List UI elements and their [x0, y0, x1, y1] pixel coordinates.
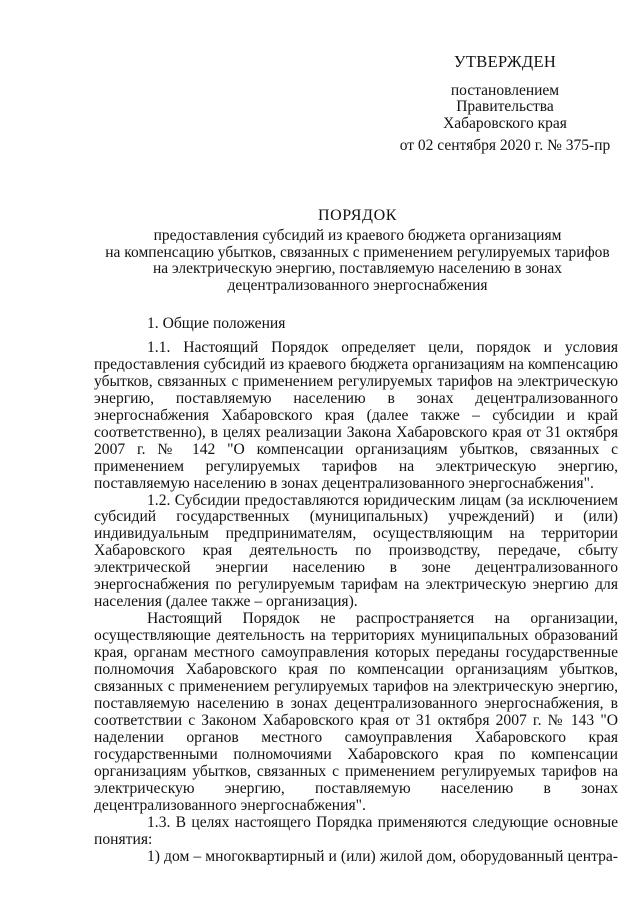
document-body: [94, 316, 618, 866]
paragraph-exclusion: Настоящий Порядок не распространяется на организации, осуществляющие деятельность на территориях муниципальных образований края, органам местного самоуправления которых переданы государственные полномочия Хабаровского края по компенсации организациям убытков, связанных с применением регулируемых тарифов на электрическую энергию, поставляемую населению в зонах децентрализованного энергоснабжения, в соответствии с Законом Хабаровского края от 31 октября 2007 г. № 143 "О наделении органов местного самоуправления Хабаровского края государственными полномочиями Хабаровского края по компенсации организациям убытков, связанных с применением регулируемых тарифов на электрическую энергию, поставляемую населению в зонах децентрализованного энергоснабжения".: [94, 610, 618, 814]
document-title: ПОРЯДОК: [317, 207, 397, 224]
section-heading: 1. Общие положения: [147, 315, 286, 332]
subtitle-line: децентрализованного энергоснабжения: [227, 276, 488, 294]
approval-line: Правительства: [456, 98, 554, 115]
paragraph-1-1: 1.1. Настоящий Порядок определяет цели, порядок и условия предоставления субсидий из краевого бюджета организациям на компенсацию убытков, связанных с применением регулируемых тарифов на электрическую энергию, поставляемую населению в зонах децентрализованного энергоснабжения Хабаровского края (далее также – субсидии и край соответственно), в целях реализации Закона Хабаровского края от 31 октября 2007 г. № 142 "О компенсации организациям убытков, связанных с применением регулируемых тарифов на электрическую энергию, поставляемую населению в зонах децентрализованного энергоснабжения".: [94, 338, 618, 492]
subtitle-line: на электрическую энергию, поставляемую населению в зонах: [152, 260, 563, 277]
approval-line: постановлением: [450, 81, 560, 99]
paragraph-1-3: 1.3. В целях настоящего Порядка применяются следующие основные понятия:: [94, 813, 618, 848]
document-subtitle: [100, 228, 615, 294]
approval-stamp: [385, 54, 625, 155]
paragraph-1-2: 1.2. Субсидии предоставляются юридическим лицам (за исключением субсидий государственных (муниципальных) учреждений) и (или) индивидуальным предпринимателям, осуществляющим на территории Хабаровского края деятельность по производству, передаче, сбыту электрической энергии населению в зоне децентрализованного энергоснабжения по регулируемым тарифам на электрическую энергию для населения (далее также – организация).: [94, 491, 618, 611]
subtitle-line: предоставления субсидий из краевого бюджета организациям: [153, 227, 562, 244]
approval-date: от 02 сентября 2020 г. № 375-пр: [399, 137, 611, 154]
subtitle-line: на компенсацию убытков, связанных с применением регулируемых тарифов: [105, 243, 610, 261]
approval-line: Хабаровского края: [443, 114, 567, 132]
approval-heading: УТВЕРЖДЕН: [453, 52, 557, 71]
paragraph-definition-1: 1) дом – многоквартирный и (или) жилой дом, оборудованный центра-: [147, 847, 618, 865]
